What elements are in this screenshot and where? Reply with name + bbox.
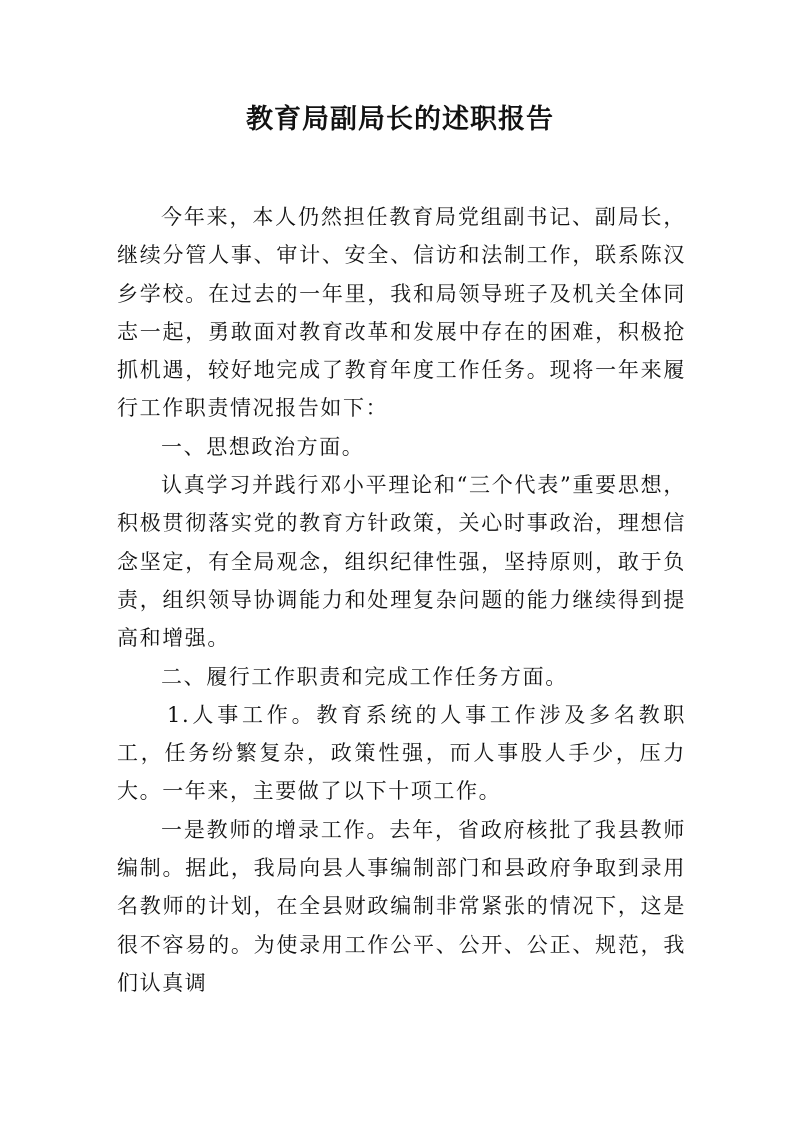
paragraph-teacher-recruitment: 一是教师的增录工作。去年，省政府核批了我县教师编制。据此，我局向县人事编制部门和县政府争取到录用名教师的计划，在全县财政编制非常紧张的情况下，这是很不容易的。为使录用工作公平、公开、公正、规范，我们认真调 bbox=[117, 817, 686, 995]
paragraph-personnel-work: 1.人事工作。教育系统的人事工作涉及多名教职工，任务纷繁复杂，政策性强，而人事股人手少，压力大。一年来，主要做了以下十项工作。 bbox=[117, 702, 686, 804]
paragraph-intro: 今年来，本人仍然担任教育局党组副书记、副局长，继续分管人事、审计、安全、信访和法制工作，联系陈汉乡学校。在过去的一年里，我和局领导班子及机关全体同志一起，勇敢面对教育改革和发展中存在的困难，积极抢抓机遇，较好地完成了教育年度工作任务。现将一年来履行工作职责情况报告如下： bbox=[117, 205, 686, 421]
document-title: 教育局副局长的述职报告 bbox=[246, 104, 554, 135]
section-heading-duties: 二、履行工作职责和完成工作任务方面。 bbox=[161, 664, 568, 689]
document-body bbox=[117, 198, 686, 1002]
paragraph-political: 认真学习并践行邓小平理论和“三个代表”重要思想，积极贯彻落实党的教育方针政策，关心时事政治，理想信念坚定，有全局观念，组织纪律性强，坚持原则，敢于负责，组织领导协调能力和处理复杂问题的能力继续得到提高和增强。 bbox=[117, 473, 686, 651]
section-heading-political: 一、思想政治方面。 bbox=[161, 434, 365, 459]
